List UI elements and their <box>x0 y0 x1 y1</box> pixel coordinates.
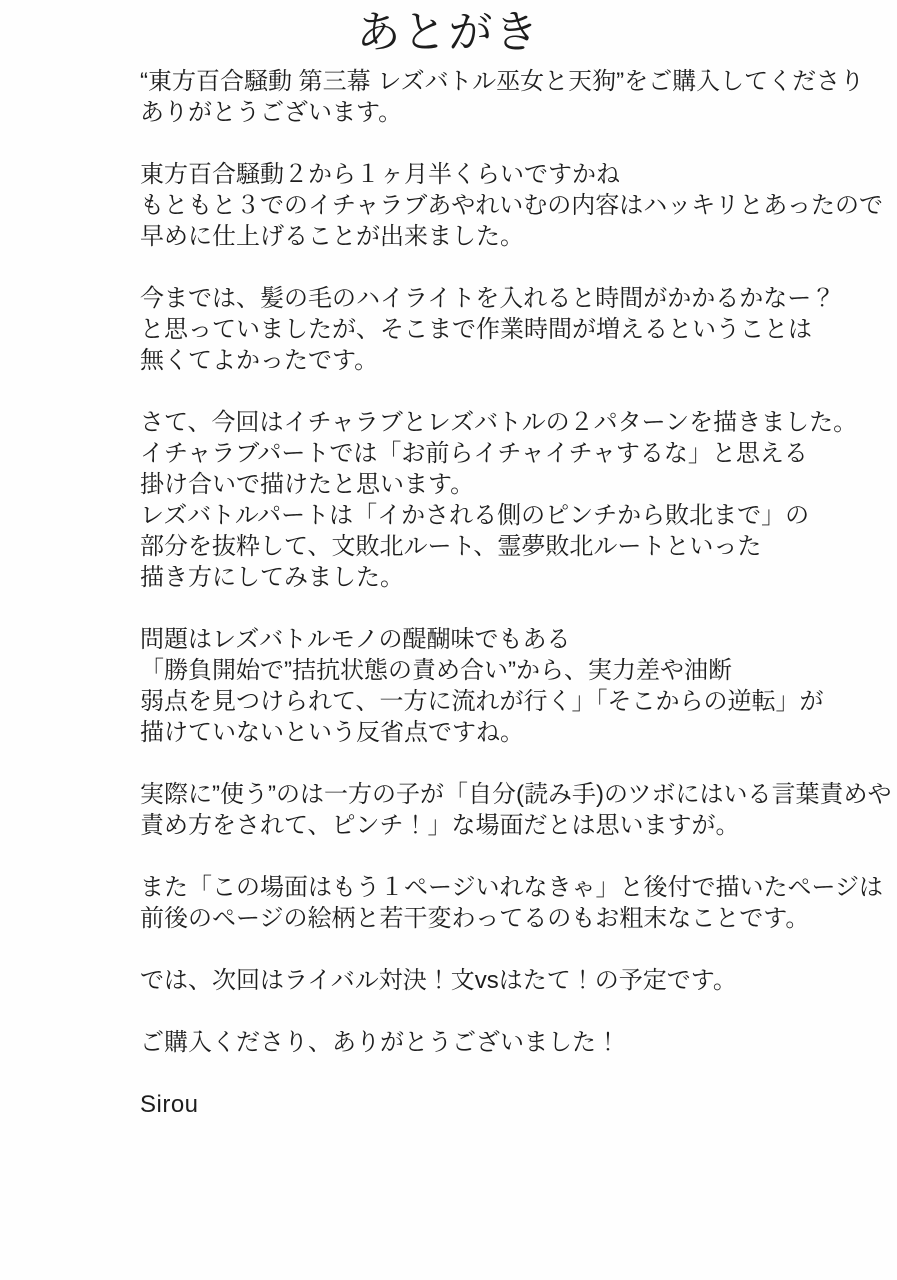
afterword-body <box>0 66 897 1120</box>
text-line: ご購入くださり、ありがとうございました！ <box>140 1029 620 1056</box>
text-line: と思っていましたが、そこまで作業時間が増えるということは <box>140 316 812 343</box>
text-line: 無くてよかったです。 <box>140 347 379 374</box>
paragraph-highlight-work <box>140 283 842 376</box>
text-line: 東方百合騒動２から１ヶ月半くらいですかね <box>140 161 620 188</box>
text-line: 描き方にしてみました。 <box>140 564 404 591</box>
text-line: 問題はレズバトルモノの醍醐味でもある <box>140 626 571 653</box>
text-line: もともと３でのイチャラブあやれいむの内容はハッキリとあったので <box>140 192 884 219</box>
paragraph-next-work <box>140 965 842 996</box>
page-title: あとがき <box>356 8 541 57</box>
text-line: 実際に”使う”のは一方の子が「自分(読み手)のツボにはいる言葉責めや <box>140 781 892 808</box>
paragraph-added-page <box>140 872 884 934</box>
text-line: “東方百合騒動 第三幕 レズバトル巫女と天狗”をご購入してくださり <box>140 68 865 95</box>
text-line: 早めに仕上げることが出来ました。 <box>140 223 524 250</box>
text-line: レズバトルパートは「イかされる側のピンチから敗北まで」の <box>140 502 810 529</box>
text-line: さて、今回はイチャラブとレズバトルの２パターンを描きました。 <box>140 409 858 436</box>
paragraph-timeline <box>140 159 884 252</box>
paragraph-thanks-purchase <box>140 66 865 128</box>
text-line: 前後のページの絵柄と若干変わってるのもお粗末なことです。 <box>140 905 810 932</box>
text-line: 今までは、髪の毛のハイライトを入れると時間がかかるかなー？ <box>140 285 836 312</box>
paragraph-two-patterns <box>140 407 858 593</box>
paragraph-actual-use <box>140 779 892 841</box>
text-line: では、次回はライバル対決！文vsはたて！の予定です。 <box>140 967 737 994</box>
text-line: 弱点を見つけられて、一方に流れが行く」「そこからの逆転」が <box>140 688 824 715</box>
text-line: 「勝負開始で”拮抗状態の責め合い”から、実力差や油断 <box>140 657 732 684</box>
text-line: また「この場面はもう１ページいれなきゃ」と後付で描いたページは <box>140 874 884 901</box>
text-line: 描けていないという反省点ですね。 <box>140 719 524 746</box>
text-line: 部分を抜粋して、文敗北ルート、霊夢敗北ルートといった <box>140 533 762 560</box>
text-line: 責め方をされて、ピンチ！」な場面だとは思いますが。 <box>140 812 740 839</box>
text-line: ありがとうございます。 <box>140 99 403 126</box>
text-line: 掛け合いで描けたと思います。 <box>140 471 475 498</box>
signature <box>140 1089 842 1120</box>
paragraph-closing-thanks <box>140 1027 842 1058</box>
paragraph-reflection <box>140 624 842 748</box>
author-name: Sirou <box>140 1091 199 1118</box>
text-line: イチャラブパートでは「お前らイチャイチャするな」と思える <box>140 440 808 467</box>
